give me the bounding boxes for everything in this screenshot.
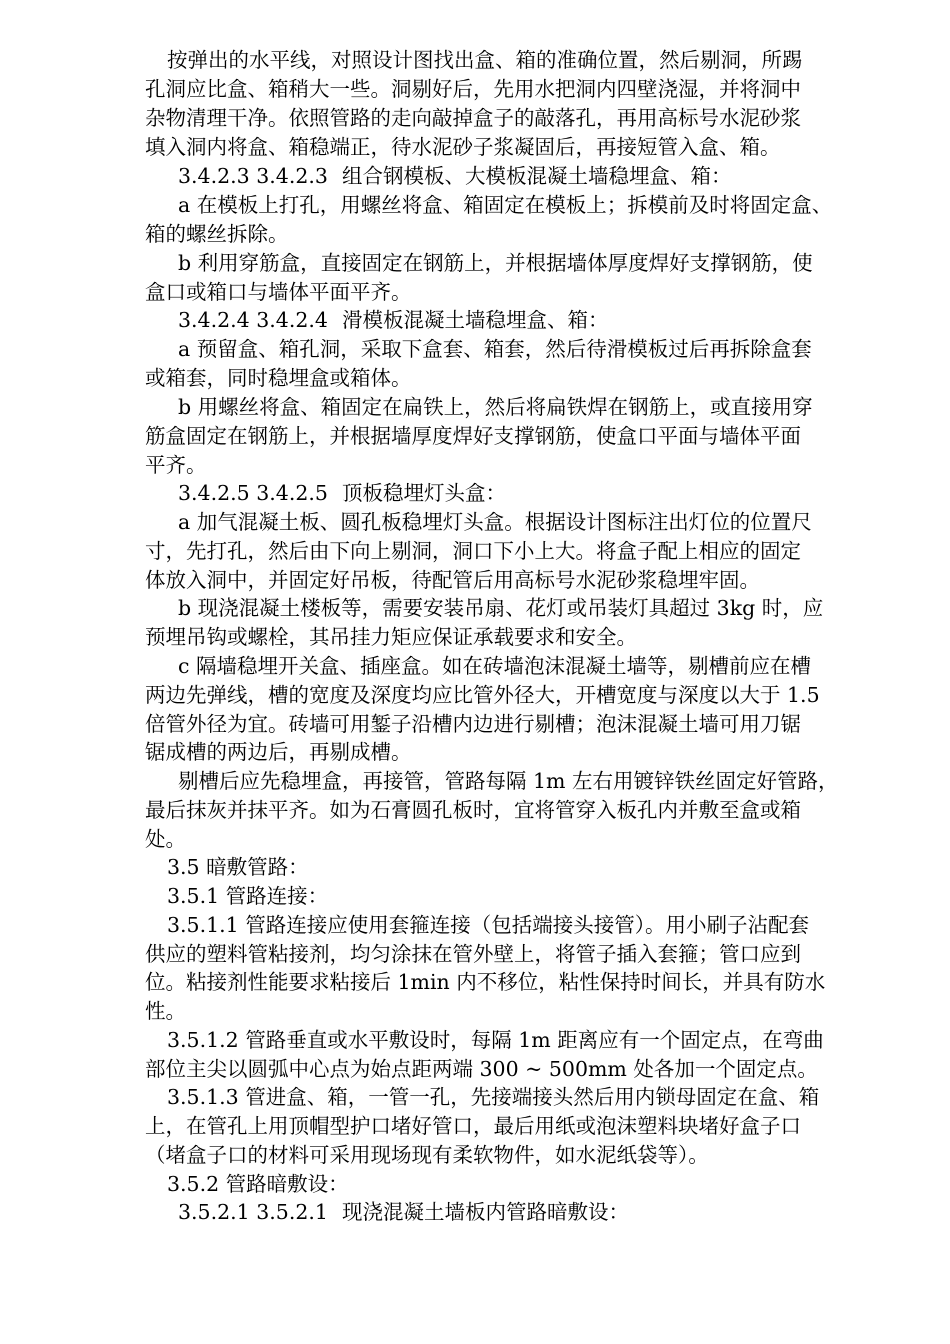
paragraph-line: 两边先弹线，槽的宽度及深度均应比管外径大，开槽宽度与深度以大于 1.5 (145, 683, 820, 707)
paragraph-line: 箱的螺丝拆除。 (145, 222, 289, 246)
section-number: 3.4.2.4 3.4.2.4 (178, 308, 328, 332)
paragraph-line: 盒口或箱口与墙体平面平齐。 (145, 280, 412, 304)
section-title: 顶板稳埋灯头盒： (342, 481, 506, 505)
paragraph-line: c 隔墙稳埋开关盒、插座盒。如在砖墙泡沫混凝土墙等，剔槽前应在槽 (178, 654, 811, 678)
paragraph-line: a 在模板上打孔，用螺丝将盒、箱固定在模板上；拆模前及时将固定盒、 (178, 193, 833, 217)
paragraph-line: 位。粘接剂性能要求粘接后 1min 内不移位，粘性保持时间长，并具有防水 (145, 970, 826, 994)
paragraph-line: 3.5.1.2 管路垂直或水平敷设时，每隔 1m 距离应有一个固定点，在弯曲 (167, 1028, 824, 1052)
paragraph-line: 性。 (145, 999, 186, 1023)
paragraph-line: 部位主尖以圆弧中心点为始点距两端 300 ~ 500mm 处各加一个固定点。 (145, 1057, 818, 1081)
paragraph-line: 或箱套，同时稳埋盒或箱体。 (145, 366, 412, 390)
paragraph-line: 按弹出的水平线，对照设计图找出盒、箱的准确位置，然后剔洞，所踢 (167, 48, 803, 72)
section-heading: 3.5.1 管路连接： (167, 884, 329, 908)
section-title: 现浇混凝土墙板内管路暗敷设： (342, 1200, 629, 1224)
paragraph-line: b 利用穿筋盒，直接固定在钢筋上，并根据墙体厚度焊好支撑钢筋，使 (178, 251, 813, 275)
section-heading (178, 162, 732, 190)
paragraph-line: 孔洞应比盒、箱稍大一些。洞剔好后，先用水把洞内四壁浇湿，并将洞中 (145, 77, 801, 101)
section-number: 3.4.2.5 3.4.2.5 (178, 481, 328, 505)
paragraph-line: 杂物清理干净。依照管路的走向敲掉盒子的敲落孔，再用高标号水泥砂浆 (145, 106, 801, 130)
paragraph-line: 3.5.1.1 管路连接应使用套箍连接（包括端接头接管）。用小刷子沾配套 (167, 913, 809, 937)
paragraph-line: 填入洞内将盒、箱稳端正，待水泥砂子浆凝固后，再接短管入盒、箱。 (145, 135, 781, 159)
section-title: 组合钢模板、大模板混凝土墙稳埋盒、箱： (342, 164, 732, 188)
paragraph-line: b 现浇混凝土楼板等，需要安装吊扇、花灯或吊装灯具超过 3kg 时，应 (178, 596, 824, 620)
paragraph-line: 3.5.1.3 管进盒、箱，一管一孔，先接端接头然后用内锁母固定在盒、箱 (167, 1085, 820, 1109)
paragraph-line: （堵盒子口的材料可采用现场现有柔软物件，如水泥纸袋等）。 (145, 1143, 709, 1167)
section-heading (178, 1198, 629, 1226)
paragraph-line: 上，在管孔上用顶帽型护口堵好管口，最后用纸或泡沫塑料块堵好盒子口 (145, 1114, 801, 1138)
paragraph-line: 平齐。 (145, 453, 207, 477)
paragraph-line: 预埋吊钩或螺栓，其吊挂力矩应保证承载要求和安全。 (145, 625, 637, 649)
section-number: 3.5.2.1 3.5.2.1 (178, 1200, 328, 1224)
paragraph-line: b 用螺丝将盒、箱固定在扁铁上，然后将扁铁焊在钢筋上，或直接用穿 (178, 395, 813, 419)
section-number: 3.4.2.3 3.4.2.3 (178, 164, 328, 188)
section-heading: 3.5.2 管路暗敷设： (167, 1172, 349, 1196)
paragraph-line: 最后抹灰并抹平齐。如为石膏圆孔板时，宜将管穿入板孔内并敷至盒或箱 (145, 798, 801, 822)
paragraph-line: 倍管外径为宜。砖墙可用錾子沿槽内边进行剔槽；泡沫混凝土墙可用刀锯 (145, 712, 801, 736)
section-heading (178, 479, 506, 507)
paragraph-line: a 预留盒、箱孔洞，采取下盒套、箱套，然后待滑模板过后再拆除盒套 (178, 337, 812, 361)
paragraph-line: a 加气混凝土板、圆孔板稳埋灯头盒。根据设计图标注出灯位的位置尺 (178, 510, 812, 534)
section-heading: 3.5 暗敷管路： (167, 855, 309, 879)
section-heading (178, 306, 609, 334)
paragraph-line: 体放入洞中，并固定好吊板，待配管后用高标号水泥砂浆稳埋牢固。 (145, 568, 760, 592)
paragraph-line: 剔槽后应先稳埋盒，再接管，管路每隔 1m 左右用镀锌铁丝固定好管路， (178, 769, 839, 793)
paragraph-line: 寸，先打孔，然后由下向上剔洞，洞口下小上大。将盒子配上相应的固定 (145, 539, 801, 563)
paragraph-line: 供应的塑料管粘接剂，均匀涂抹在管外壁上，将管子插入套箍；管口应到 (145, 942, 801, 966)
paragraph-line: 筋盒固定在钢筋上，并根据墙厚度焊好支撑钢筋，使盒口平面与墙体平面 (145, 424, 801, 448)
paragraph-line: 处。 (145, 827, 186, 851)
paragraph-line: 锯成槽的两边后，再剔成槽。 (145, 740, 412, 764)
section-title: 滑模板混凝土墙稳埋盒、箱： (342, 308, 609, 332)
